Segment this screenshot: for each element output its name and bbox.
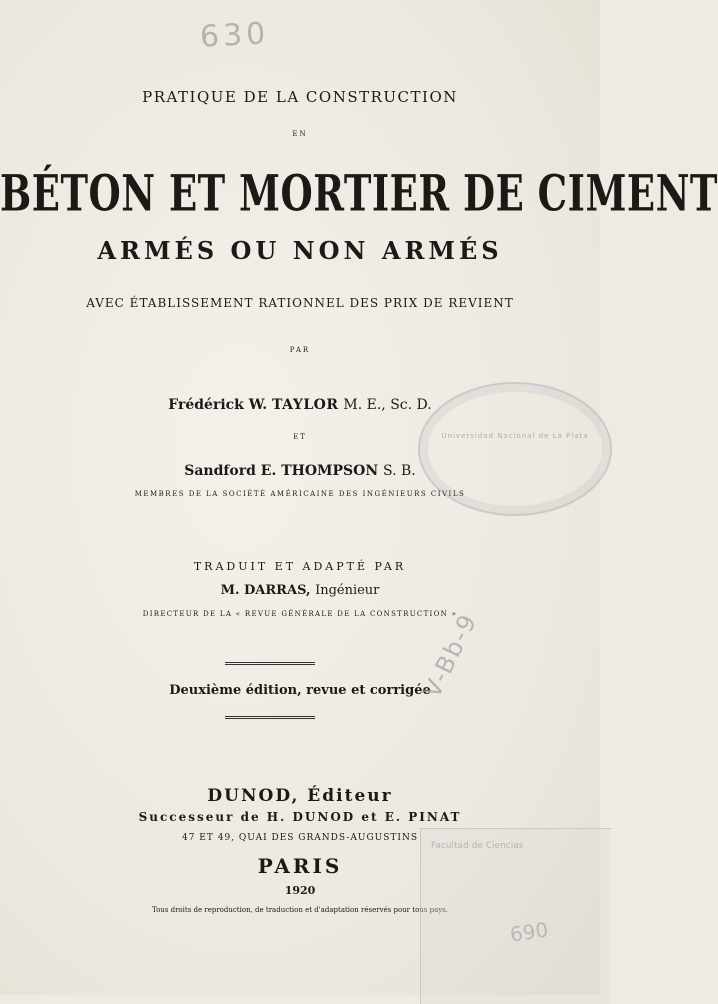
rights-notice: Tous droits de reproduction, de traduction et d'adaptation réservés pour tous pays. xyxy=(151,906,449,914)
author-1-name: Frédérick W. xyxy=(168,397,268,413)
translator-name: M. DARRAS, xyxy=(220,583,311,598)
divider-top xyxy=(225,662,315,665)
translated-by: TRADUIT ET ADAPTÉ PAR xyxy=(193,560,407,573)
and-label: ET xyxy=(293,433,307,441)
by-label: PAR xyxy=(289,346,311,354)
city: PARIS xyxy=(257,854,343,878)
divider-bottom xyxy=(225,716,315,719)
year: 1920 xyxy=(284,884,316,897)
stamp-text: Universidad Nacional de La Plata xyxy=(441,432,589,440)
author-1-surname: TAYLOR xyxy=(272,397,339,413)
author-2-name: Sandford E. xyxy=(184,463,277,479)
call-number: V-Bb-9 xyxy=(418,608,483,703)
publisher-successor: Successeur de H. DUNOD et E. PINAT xyxy=(138,810,462,824)
affiliation: MEMBRES DE LA SOCIÉTÉ AMÉRICAINE DES INGÉNIEURS CIVILS xyxy=(134,490,466,498)
publisher-address: 47 ET 49, QUAI DES GRANDS-AUGUSTINS xyxy=(181,833,419,843)
label-number: 690 xyxy=(508,917,550,947)
library-stamp xyxy=(418,382,612,516)
tagline: AVEC ÉTABLISSEMENT RATIONNEL DES PRIX DE REVIENT xyxy=(86,296,514,310)
subtitle: ARMÉS OU NON ARMÉS xyxy=(97,236,503,265)
author-2-surname: THOMPSON xyxy=(281,463,379,479)
library-label-text: Facultad de Ciencias xyxy=(431,841,524,851)
library-label xyxy=(420,828,611,1004)
author-2-degrees: S. B. xyxy=(383,463,416,479)
translator-occupation: Ingénieur xyxy=(315,583,380,598)
author-1-degrees: M. E., Sc. D. xyxy=(343,397,432,413)
pencil-note: 630 xyxy=(199,16,271,55)
translator-role: DIRECTEUR DE LA « REVUE GÉNÉRALE DE LA CONSTRUCTION » xyxy=(142,610,458,618)
connector: EN xyxy=(292,130,308,138)
translator xyxy=(0,583,600,598)
publisher: DUNOD, Éditeur xyxy=(207,786,393,806)
main-title: BÉTON ET MORTIER DE CIMENT xyxy=(0,163,718,223)
pre-title: PRATIQUE DE LA CONSTRUCTION xyxy=(142,88,458,106)
edition: Deuxième édition, revue et corrigée xyxy=(169,683,431,698)
